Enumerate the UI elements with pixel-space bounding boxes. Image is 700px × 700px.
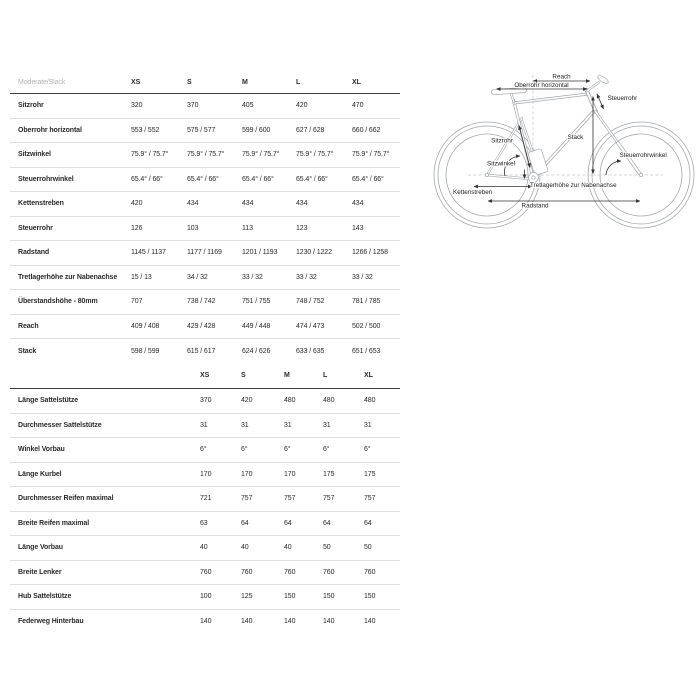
row-label: Winkel Vorbau: [18, 446, 65, 454]
value-m: 480: [284, 397, 296, 405]
value-m: 405: [242, 102, 254, 110]
value-m: 1201 / 1193: [242, 249, 278, 257]
value-xs: 100: [200, 593, 212, 601]
table2-body: [10, 389, 400, 634]
value-xl: 470: [352, 102, 364, 110]
value-xl: 150: [364, 593, 376, 601]
value-l: 757: [323, 495, 335, 503]
table2-size-m: M: [284, 372, 290, 380]
value-m: 75.9° / 75.7°: [242, 151, 280, 159]
table-row: [10, 217, 400, 242]
bike-geometry-diagram: [420, 55, 700, 235]
value-xl: 480: [364, 397, 376, 405]
value-s: 429 / 428: [187, 322, 216, 330]
steuerrohr-arrow: [597, 94, 604, 109]
value-s: 125: [241, 593, 253, 601]
value-l: 760: [323, 568, 335, 576]
value-xl: 175: [364, 470, 376, 478]
value-l: 1230 / 1222: [296, 249, 332, 257]
value-m: 64: [284, 519, 292, 527]
table-row: [10, 487, 400, 512]
value-xs: 65.4° / 66°: [131, 175, 163, 183]
table1-size-l: L: [296, 78, 301, 86]
value-l: 65.4° / 66°: [296, 175, 328, 183]
value-l: 150: [323, 593, 335, 601]
row-label: Steuerrohr: [18, 224, 53, 232]
value-xl: 64: [364, 519, 372, 527]
value-l: 748 / 752: [296, 298, 325, 306]
value-xs: 170: [200, 470, 212, 478]
value-xl: 75.9° / 75.7°: [352, 151, 390, 159]
row-label: Länge Sattelstütze: [18, 397, 79, 405]
value-s: 103: [187, 224, 199, 232]
value-xs: 707: [131, 298, 143, 306]
table-row: [10, 290, 400, 315]
value-m: 760: [284, 568, 296, 576]
value-m: 40: [284, 544, 292, 552]
front-axle: [639, 173, 642, 176]
sitzrohr-label: Sitzrohr: [491, 137, 513, 145]
table1-header-row: [10, 71, 400, 94]
table2-header-row: [10, 364, 400, 390]
table-row: [10, 561, 400, 586]
geometry-tables: [10, 71, 400, 634]
value-xl: 434: [352, 200, 364, 208]
value-l: 140: [323, 618, 335, 626]
value-s: 75.9° / 75.7°: [187, 151, 225, 159]
value-xl: 33 / 32: [352, 273, 373, 281]
table-row: [10, 610, 400, 635]
value-xs: 6°: [200, 446, 207, 454]
value-l: 474 / 473: [296, 322, 325, 330]
row-label: Steuerrohrwinkel: [18, 175, 74, 183]
value-l: 75.9° / 75.7°: [296, 151, 334, 159]
bottom-bracket: [532, 176, 535, 179]
value-s: 434: [187, 200, 199, 208]
table-row: [10, 585, 400, 610]
value-m: 6°: [284, 446, 291, 454]
value-s: 1177 / 1169: [187, 249, 222, 257]
value-s: 170: [241, 470, 253, 478]
value-s: 64: [241, 519, 249, 527]
row-label: Länge Vorbau: [18, 544, 63, 552]
value-xl: 140: [364, 618, 376, 626]
table1-body: [10, 94, 400, 364]
value-s: 65.4° / 66°: [187, 175, 219, 183]
value-xs: 760: [200, 568, 212, 576]
value-m: 599 / 600: [242, 126, 271, 134]
value-m: 624 / 626: [242, 347, 271, 355]
value-m: 140: [284, 618, 296, 626]
value-s: 31: [241, 421, 249, 429]
value-l: 31: [323, 421, 331, 429]
row-label: Überstandshöhe - 80mm: [18, 298, 98, 306]
table-row: [10, 119, 400, 144]
table1-size-m: M: [242, 78, 248, 86]
row-label: Durchmesser Sattelstütze: [18, 421, 102, 429]
row-label: Sitzwinkel: [18, 151, 51, 159]
value-l: 64: [323, 519, 331, 527]
value-xs: 721: [200, 495, 212, 503]
radstand-label: Radstand: [521, 202, 549, 210]
table-row: [10, 143, 400, 168]
row-label: Oberrohr horizontal: [18, 126, 82, 134]
row-label: Sitzrohr: [18, 102, 44, 110]
value-xs: 420: [131, 200, 143, 208]
oberrohr-label: Oberrohr horizontal: [514, 81, 569, 89]
value-m: 150: [284, 593, 296, 601]
value-m: 434: [242, 200, 254, 208]
value-l: 633 / 635: [296, 347, 325, 355]
value-m: 65.4° / 66°: [242, 175, 274, 183]
value-xl: 760: [364, 568, 376, 576]
value-s: 760: [241, 568, 253, 576]
table-row: [10, 414, 400, 439]
reach-label: Reach: [552, 73, 571, 81]
value-m: 113: [242, 224, 253, 232]
steuerrohrwinkel-label: Steuerrohrwinkel: [619, 152, 667, 159]
table-row: [10, 168, 400, 193]
table1-size-s: S: [187, 78, 192, 86]
table-row: [10, 94, 400, 119]
row-label: Breite Reifen maximal: [18, 519, 90, 527]
value-xs: 370: [200, 397, 212, 405]
value-l: 420: [296, 102, 308, 110]
table1-size-xs: XS: [131, 78, 141, 86]
value-m: 751 / 755: [242, 298, 271, 306]
value-xl: 6°: [364, 446, 371, 454]
value-s: 140: [241, 618, 253, 626]
value-xs: 553 / 552: [131, 126, 160, 134]
value-xl: 757: [364, 495, 376, 503]
value-l: 434: [296, 200, 308, 208]
table-row: [10, 192, 400, 217]
value-s: 420: [241, 397, 253, 405]
stack-label: Stack: [567, 134, 584, 141]
value-xl: 50: [364, 544, 372, 552]
row-label: Reach: [18, 322, 39, 330]
value-s: 757: [241, 495, 253, 503]
value-m: 757: [284, 495, 296, 503]
value-xs: 320: [131, 102, 143, 110]
value-xl: 31: [364, 421, 372, 429]
table-row: [10, 536, 400, 561]
value-xl: 651 / 653: [352, 347, 381, 355]
value-s: 40: [241, 544, 249, 552]
value-xs: 126: [131, 224, 143, 232]
value-l: 33 / 32: [296, 273, 317, 281]
sitzwinkel-label: Sitzwinkel: [487, 160, 515, 168]
value-xs: 15 / 13: [131, 273, 152, 281]
table-row: [10, 512, 400, 537]
table2-size-s: S: [241, 372, 246, 380]
table2-size-l: L: [323, 372, 328, 380]
table-row: [10, 438, 400, 463]
value-xs: 75.9° / 75.7°: [131, 151, 169, 159]
value-s: 575 / 577: [187, 126, 216, 134]
value-l: 480: [323, 397, 335, 405]
value-m: 33 / 32: [242, 273, 263, 281]
value-l: 123: [296, 224, 308, 232]
table2-size-xl: XL: [364, 372, 373, 380]
table1-mode-label: Moderate/Slack: [18, 78, 66, 86]
rear-axle: [485, 173, 488, 176]
value-xl: 65.4° / 66°: [352, 175, 384, 183]
table-row: [10, 241, 400, 266]
value-s: 738 / 742: [187, 298, 216, 306]
row-label: Kettenstreben: [18, 200, 64, 208]
row-label: Breite Lenker: [18, 568, 62, 576]
value-xs: 31: [200, 421, 208, 429]
value-xl: 143: [352, 224, 364, 232]
value-xl: 1266 / 1258: [352, 249, 388, 257]
value-m: 449 / 448: [242, 322, 271, 330]
value-s: 615 / 617: [187, 347, 216, 355]
value-xs: 1145 / 1137: [131, 249, 166, 257]
value-xs: 409 / 408: [131, 322, 160, 330]
value-l: 627 / 628: [296, 126, 325, 134]
row-label: Tretlagerhöhe zur Nabenachse: [18, 273, 118, 281]
row-label: Federweg Hinterbau: [18, 618, 84, 626]
value-s: 370: [187, 102, 199, 110]
value-xl: 502 / 500: [352, 322, 381, 330]
value-s: 6°: [241, 446, 248, 454]
value-xl: 781 / 785: [352, 298, 381, 306]
row-label: Stack: [18, 347, 37, 355]
table-row: [10, 389, 400, 414]
table-row: [10, 463, 400, 488]
value-s: 34 / 32: [187, 273, 208, 281]
diagram-labels: [453, 74, 667, 210]
value-xs: 40: [200, 544, 208, 552]
tretlager-label: Tretlagerhöhe zur Nabenachse: [530, 182, 617, 189]
steuerrohrwinkel-arc: [606, 161, 621, 175]
table-row: [10, 339, 400, 364]
row-label: Länge Kurbel: [18, 470, 62, 478]
steuerrohr-label: Steuerrohr: [607, 95, 638, 102]
value-xs: 140: [200, 618, 212, 626]
value-xl: 660 / 662: [352, 126, 381, 134]
table-row: [10, 266, 400, 291]
value-m: 170: [284, 470, 296, 478]
value-xs: 598 / 599: [131, 347, 160, 355]
value-l: 175: [323, 470, 335, 478]
row-label: Hub Sattelstütze: [18, 593, 72, 601]
table-row: [10, 315, 400, 340]
value-m: 31: [284, 421, 292, 429]
value-l: 6°: [323, 446, 330, 454]
table2-size-xs: XS: [200, 372, 210, 380]
table1-size-xl: XL: [352, 78, 361, 86]
row-label: Durchmesser Reifen maximal: [18, 495, 114, 503]
value-l: 50: [323, 544, 331, 552]
row-label: Radstand: [18, 249, 50, 257]
value-xs: 63: [200, 519, 208, 527]
kettenstreben-label: Kettenstreben: [453, 189, 493, 196]
